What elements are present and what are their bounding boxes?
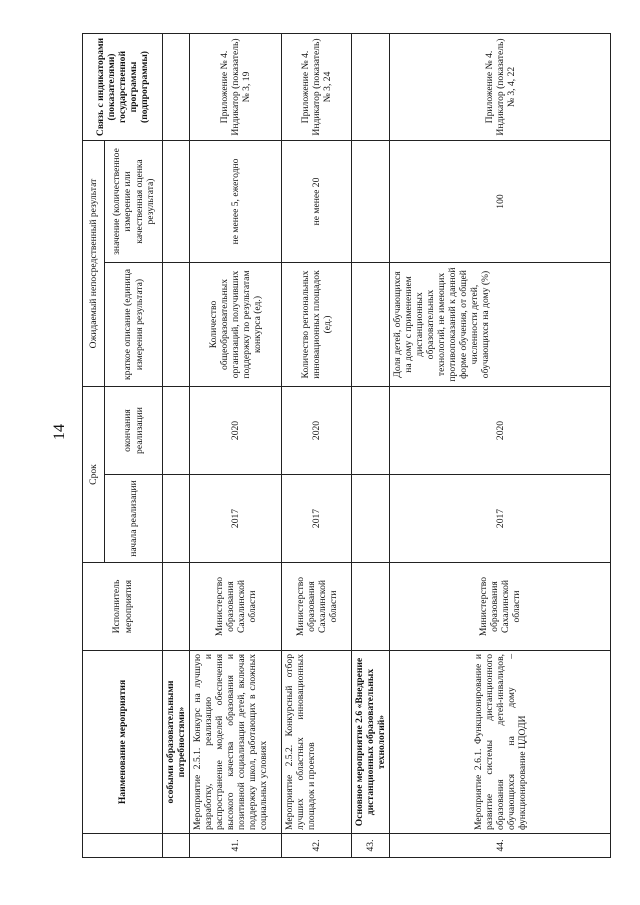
- table-row: [282, 34, 352, 858]
- row-link: Приложение № 4. Индикатор (показатель) № 3, 24: [282, 34, 352, 141]
- row-name: Мероприятие 2.6.1. Функционирование и развитие системы дистанционного образования детей-инвалидов, обучающихся на дому – функционирование ЦДОДИ: [390, 651, 611, 834]
- row-link: [352, 34, 390, 141]
- row-value: не менее 20: [282, 141, 352, 263]
- row-executor: Министерство образования Сахалинской области: [390, 563, 611, 651]
- header-term: Срок: [83, 387, 105, 563]
- row-value: [163, 141, 190, 263]
- header-term-start: начала реализации: [105, 475, 163, 563]
- header-link: Связь с индикаторами (показателями) государственной программы (подпрограммы): [83, 34, 163, 141]
- row-link: [163, 34, 190, 141]
- row-link: Приложение № 4. Индикатор (показатель) № 3, 4, 22: [390, 34, 611, 141]
- row-value: 100: [390, 141, 611, 263]
- rotated-table-container: [82, 34, 607, 858]
- row-link: Приложение № 4. Индикатор (показатель) № 3, 19: [190, 34, 282, 141]
- row-executor: Министерство образования Сахалинской области: [190, 563, 282, 651]
- row-desc: Количество общеобразовательных организаций, получивших поддержку по результатам конкурса (ед.): [190, 263, 282, 387]
- measures-table: [82, 33, 611, 858]
- header-expected-desc: краткое описание (единица измерения результата): [105, 263, 163, 387]
- row-executor: [352, 563, 390, 651]
- row-start: 2017: [190, 475, 282, 563]
- row-number: 42.: [282, 834, 352, 858]
- row-start: [352, 475, 390, 563]
- page-number: 14: [51, 424, 68, 440]
- table-row: [390, 34, 611, 858]
- table-row: [190, 34, 282, 858]
- row-number: 44.: [390, 834, 611, 858]
- row-start: 2017: [282, 475, 352, 563]
- row-start: 2017: [390, 475, 611, 563]
- row-end: [163, 387, 190, 475]
- row-desc: [352, 263, 390, 387]
- header-term-end: окончания реализации: [105, 387, 163, 475]
- row-value: [352, 141, 390, 263]
- row-end: 2020: [390, 387, 611, 475]
- table-row: [352, 34, 390, 858]
- row-value: не менее 5, ежегодно: [190, 141, 282, 263]
- header-expected-value: значение (количественное измерение или качественная оценка результата): [105, 141, 163, 263]
- header-name: Наименование мероприятия: [83, 651, 163, 834]
- row-end: 2020: [190, 387, 282, 475]
- row-start: [163, 475, 190, 563]
- header-executor: Исполнитель мероприятия: [83, 563, 163, 651]
- row-name: Мероприятие 2.5.2. Конкурсный отбор лучших областных инновационных площадок и проектов: [282, 651, 352, 834]
- row-name: особыми образовательными потребностями»: [163, 651, 190, 834]
- row-name: Мероприятие 2.5.1. Конкурс на лучшую разработку, реализацию и распространение моделей обеспечения высокого качества образования и позитивной социализации детей, включая поддержку школ, работающих в сложных социальных условиях: [190, 651, 282, 834]
- row-name: Основное мероприятие 2.6 «Внедрение дистанционных образовательных технологий»: [352, 651, 390, 834]
- row-end: [352, 387, 390, 475]
- row-end: 2020: [282, 387, 352, 475]
- table-row: [163, 34, 190, 858]
- header-expected: Ожидаемый непосредственный результат: [83, 141, 105, 387]
- row-number: [163, 834, 190, 858]
- row-desc: [163, 263, 190, 387]
- row-desc: Количество региональных инновационных площадок (ед.): [282, 263, 352, 387]
- row-number: 43.: [352, 834, 390, 858]
- row-executor: [163, 563, 190, 651]
- header-number: [83, 834, 163, 858]
- row-number: 41.: [190, 834, 282, 858]
- row-executor: Министерство образования Сахалинской области: [282, 563, 352, 651]
- row-desc: Доля детей, обучающихся на дому с применением дистанционных образовательных технологий, не имеющих противопоказаний к данной форме обучения, от общей численности детей, обучающихся на дому (%): [390, 263, 611, 387]
